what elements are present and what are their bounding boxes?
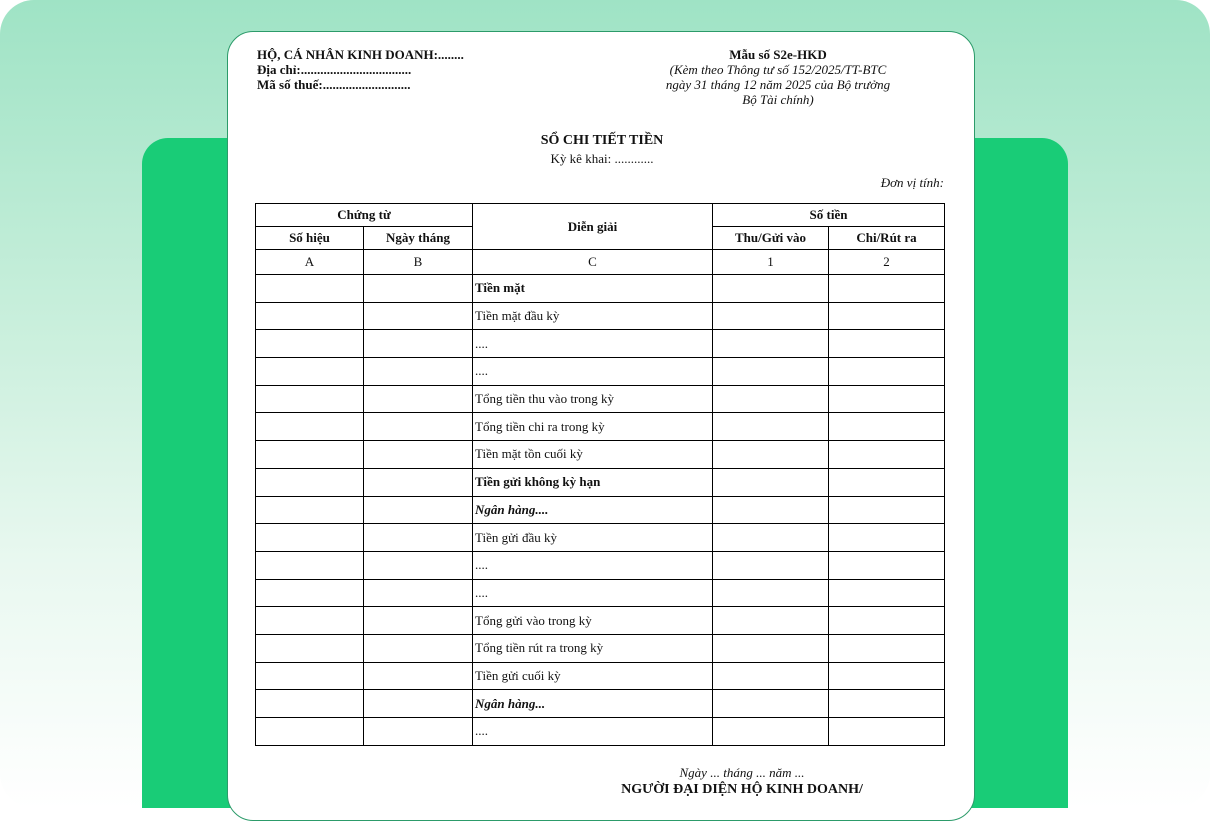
amount-in-cell — [713, 551, 829, 579]
description-cell: Tiền mặt — [473, 275, 713, 303]
currency-unit: Đơn vị tính: — [880, 175, 944, 190]
description-cell: .... — [473, 718, 713, 746]
table-row — [256, 662, 945, 690]
voucher-number-cell — [256, 496, 364, 524]
description-header: Diễn giải — [473, 204, 713, 250]
voucher-number-cell — [256, 524, 364, 552]
voucher-date-cell — [364, 358, 473, 386]
amount-in-cell — [713, 302, 829, 330]
business-line: HỘ, CÁ NHÂN KINH DOANH:........ — [257, 47, 464, 62]
amount-in-header: Thu/Gửi vào — [713, 227, 829, 250]
amount-out-cell — [829, 579, 945, 607]
amount-in-cell — [713, 718, 829, 746]
business-info — [257, 47, 464, 92]
signature-date-line: Ngày ... tháng ... năm ... — [679, 765, 805, 780]
amount-in-cell — [713, 690, 829, 718]
amount-in-cell — [713, 358, 829, 386]
voucher-number-cell — [256, 330, 364, 358]
voucher-date-cell — [364, 413, 473, 441]
amount-out-cell — [829, 524, 945, 552]
amount-out-cell — [829, 718, 945, 746]
description-cell: Tiền gửi không kỳ hạn — [473, 468, 713, 496]
voucher-number-cell — [256, 358, 364, 386]
amount-in-cell — [713, 607, 829, 635]
amount-out-cell — [829, 330, 945, 358]
voucher-date-cell — [364, 690, 473, 718]
amount-in-cell — [713, 413, 829, 441]
amount-out-cell — [829, 275, 945, 303]
table-row — [256, 330, 945, 358]
column-code-row — [256, 250, 945, 275]
voucher-number-header: Số hiệu — [256, 227, 364, 250]
amount-in-cell — [713, 634, 829, 662]
amount-out-cell — [829, 413, 945, 441]
voucher-date-cell — [364, 551, 473, 579]
voucher-group-header: Chứng từ — [256, 204, 473, 227]
voucher-date-cell — [364, 385, 473, 413]
voucher-number-cell — [256, 385, 364, 413]
voucher-date-cell — [364, 524, 473, 552]
description-cell: Tiền mặt tồn cuối kỳ — [473, 441, 713, 469]
voucher-date-cell — [364, 302, 473, 330]
form-note-3: Bộ Tài chính) — [742, 92, 814, 107]
table-row — [256, 634, 945, 662]
description-cell: Tiền gửi cuối kỳ — [473, 662, 713, 690]
voucher-date-cell — [364, 662, 473, 690]
form-note-1: (Kèm theo Thông tư số 152/2025/TT-BTC — [669, 62, 887, 77]
voucher-number-cell — [256, 662, 364, 690]
voucher-number-cell — [256, 441, 364, 469]
amount-out-cell — [829, 690, 945, 718]
voucher-date-cell — [364, 468, 473, 496]
amount-out-cell — [829, 358, 945, 386]
description-cell: Ngân hàng.... — [473, 496, 713, 524]
voucher-date-cell — [364, 496, 473, 524]
voucher-date-cell — [364, 579, 473, 607]
table-row — [256, 496, 945, 524]
description-cell: Tiền gửi đầu kỳ — [473, 524, 713, 552]
amount-in-cell — [713, 468, 829, 496]
table-row — [256, 524, 945, 552]
column-code: C — [473, 250, 713, 275]
voucher-date-cell — [364, 634, 473, 662]
table-row — [256, 551, 945, 579]
voucher-number-cell — [256, 579, 364, 607]
description-cell: Tổng tiền rút ra trong kỳ — [473, 634, 713, 662]
voucher-number-cell — [256, 718, 364, 746]
form-info — [608, 47, 948, 107]
voucher-number-cell — [256, 607, 364, 635]
table-row — [256, 413, 945, 441]
amount-out-header: Chi/Rút ra — [829, 227, 945, 250]
description-cell: Tổng tiền thu vào trong kỳ — [473, 385, 713, 413]
table-row — [256, 441, 945, 469]
amount-group-header: Số tiền — [713, 204, 945, 227]
amount-out-cell — [829, 634, 945, 662]
form-number: Mẫu số S2e-HKD — [729, 47, 827, 62]
amount-out-cell — [829, 662, 945, 690]
table-row — [256, 385, 945, 413]
amount-out-cell — [829, 551, 945, 579]
table-row — [256, 718, 945, 746]
amount-out-cell — [829, 385, 945, 413]
table-row — [256, 579, 945, 607]
description-cell: .... — [473, 579, 713, 607]
form-note-2: ngày 31 tháng 12 năm 2025 của Bộ trưởng — [665, 77, 891, 92]
table-row — [256, 690, 945, 718]
voucher-date-cell — [364, 718, 473, 746]
amount-out-cell — [829, 607, 945, 635]
amount-out-cell — [829, 302, 945, 330]
table-row — [256, 607, 945, 635]
amount-in-cell — [713, 275, 829, 303]
amount-in-cell — [713, 441, 829, 469]
amount-out-cell — [829, 441, 945, 469]
table-row — [256, 358, 945, 386]
voucher-number-cell — [256, 468, 364, 496]
voucher-number-cell — [256, 634, 364, 662]
voucher-number-cell — [256, 302, 364, 330]
cash-ledger-table — [255, 203, 945, 746]
amount-in-cell — [713, 385, 829, 413]
description-cell: .... — [473, 330, 713, 358]
description-cell: Tổng tiền chi ra trong kỳ — [473, 413, 713, 441]
amount-in-cell — [713, 496, 829, 524]
voucher-number-cell — [256, 275, 364, 303]
voucher-date-cell — [364, 607, 473, 635]
document-title: SỔ CHI TIẾT TIỀN — [540, 133, 664, 148]
amount-out-cell — [829, 496, 945, 524]
column-code: B — [364, 250, 473, 275]
document-page — [227, 31, 975, 821]
address-line: Địa chỉ:.................................. — [257, 62, 412, 77]
description-cell: .... — [473, 358, 713, 386]
voucher-date-cell — [364, 330, 473, 358]
voucher-number-cell — [256, 551, 364, 579]
voucher-date-cell — [364, 441, 473, 469]
voucher-number-cell — [256, 413, 364, 441]
table-row — [256, 468, 945, 496]
description-cell: Tiền mặt đầu kỳ — [473, 302, 713, 330]
column-code: A — [256, 250, 364, 275]
signature-role: NGƯỜI ĐẠI DIỆN HỘ KINH DOANH/ — [621, 782, 863, 797]
declaration-period: Kỳ kê khai: ............ — [550, 151, 654, 166]
tax-code-line: Mã số thuế:........................... — [257, 77, 411, 92]
amount-in-cell — [713, 524, 829, 552]
voucher-date-header: Ngày tháng — [364, 227, 473, 250]
column-code: 2 — [829, 250, 945, 275]
amount-in-cell — [713, 579, 829, 607]
voucher-number-cell — [256, 690, 364, 718]
amount-in-cell — [713, 330, 829, 358]
description-cell: Ngân hàng... — [473, 690, 713, 718]
description-cell: Tổng gửi vào trong kỳ — [473, 607, 713, 635]
table-row — [256, 275, 945, 303]
voucher-date-cell — [364, 275, 473, 303]
table-row — [256, 302, 945, 330]
amount-in-cell — [713, 662, 829, 690]
amount-out-cell — [829, 468, 945, 496]
description-cell: .... — [473, 551, 713, 579]
column-code: 1 — [713, 250, 829, 275]
